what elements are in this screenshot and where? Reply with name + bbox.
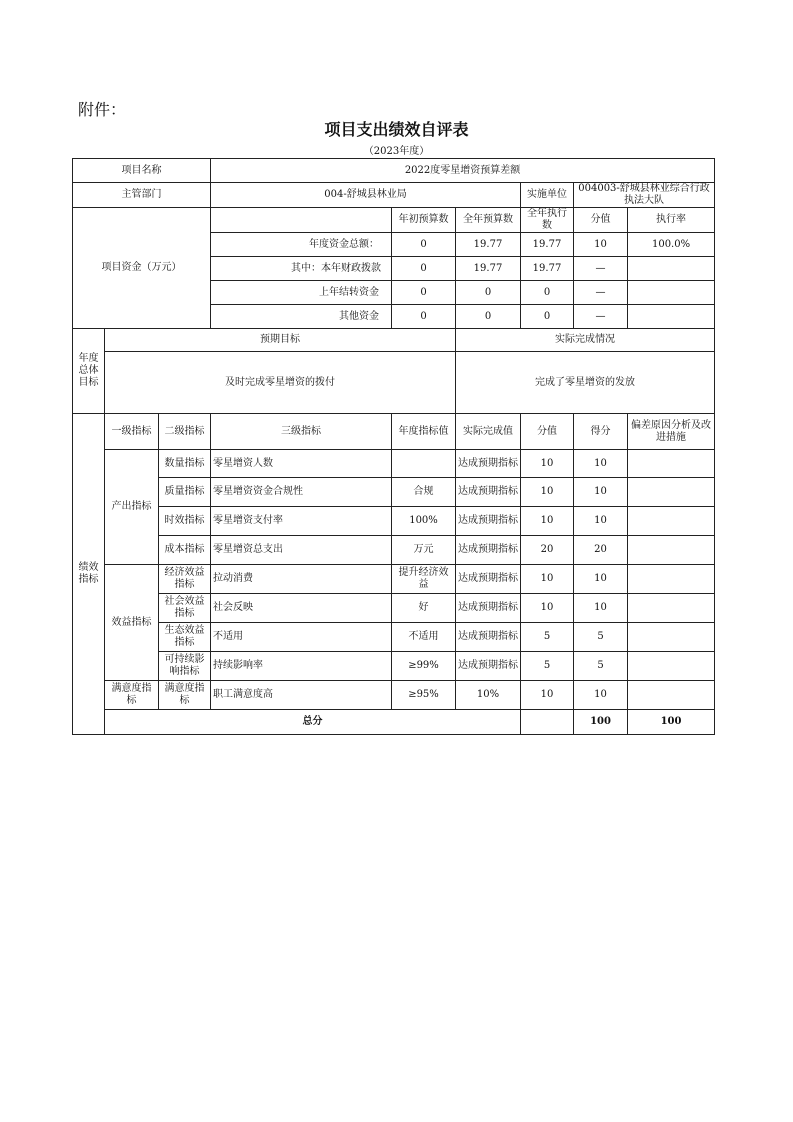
actual-value: 10% [456, 681, 521, 710]
deviation-note [628, 565, 715, 594]
deviation-note [628, 594, 715, 623]
funds-header: 分值 [574, 208, 628, 233]
funds-cell: 19.77 [521, 257, 574, 281]
got-value: 10 [574, 507, 628, 536]
indicator-row [73, 623, 715, 652]
indicator-row [73, 681, 715, 710]
level1-satisfaction: 满意度指标 [105, 681, 159, 710]
got-value: 10 [574, 450, 628, 478]
level2-indicator: 成本指标 [159, 536, 211, 565]
actual-value: 达成预期指标 [456, 450, 521, 478]
score-value: 10 [521, 681, 574, 710]
indicator-row [73, 450, 715, 478]
actual-value: 达成预期指标 [456, 478, 521, 507]
got-value: 10 [574, 478, 628, 507]
level3-indicator: 零星增资资金合规性 [211, 478, 392, 507]
level3-indicator: 零星增资总支出 [211, 536, 392, 565]
got-value: 10 [574, 681, 628, 710]
got-value: 20 [574, 536, 628, 565]
indicator-row [73, 478, 715, 507]
target-value: 不适用 [392, 623, 456, 652]
total-score: 100 [574, 710, 628, 735]
funds-cell: — [574, 305, 628, 329]
annual-goal-label: 年度总体目标 [73, 329, 105, 414]
actual-value: 达成预期指标 [456, 565, 521, 594]
level3-indicator: 职工满意度高 [211, 681, 392, 710]
perf-header: 一级指标 [105, 414, 159, 450]
total-blank [521, 710, 574, 735]
expected-goal-text: 及时完成零星增资的拨付 [105, 352, 456, 414]
deviation-note [628, 681, 715, 710]
perf-header: 三级指标 [211, 414, 392, 450]
level2-indicator: 时效指标 [159, 507, 211, 536]
indicator-row [73, 652, 715, 681]
got-value: 5 [574, 623, 628, 652]
level3-indicator: 拉动消费 [211, 565, 392, 594]
expected-goal-label: 预期目标 [105, 329, 456, 352]
perf-header: 分值 [521, 414, 574, 450]
funds-header-blank [211, 208, 392, 233]
indicator-row [73, 594, 715, 623]
actual-value: 达成预期指标 [456, 536, 521, 565]
page-title: 项目支出绩效自评表 [324, 120, 469, 139]
funds-cell: — [574, 281, 628, 305]
target-value: ≥95% [392, 681, 456, 710]
funds-row-label: 其中：本年财政拨款 [211, 257, 392, 281]
level1-output: 产出指标 [105, 450, 159, 565]
dept-value: 004-舒城县林业局 [211, 183, 521, 208]
funds-cell: 10 [574, 233, 628, 257]
perf-header: 实际完成值 [456, 414, 521, 450]
got-value: 10 [574, 565, 628, 594]
funds-cell [628, 305, 715, 329]
level3-indicator: 持续影响率 [211, 652, 392, 681]
total-label: 总分 [105, 710, 521, 735]
target-value: 提升经济效益 [392, 565, 456, 594]
deviation-note [628, 478, 715, 507]
funds-cell: 0 [456, 305, 521, 329]
level2-indicator: 社会效益指标 [159, 594, 211, 623]
funds-cell: 0 [392, 281, 456, 305]
score-value: 10 [521, 478, 574, 507]
perf-header: 年度指标值 [392, 414, 456, 450]
actual-value: 达成预期指标 [456, 652, 521, 681]
target-value: 100% [392, 507, 456, 536]
funds-cell: 19.77 [521, 233, 574, 257]
perf-header: 二级指标 [159, 414, 211, 450]
unit-label: 实施单位 [521, 183, 574, 208]
actual-result-label: 实际完成情况 [456, 329, 715, 352]
target-value: 合规 [392, 478, 456, 507]
score-value: 5 [521, 652, 574, 681]
indicator-row [73, 565, 715, 594]
actual-result-text: 完成了零星增资的发放 [456, 352, 715, 414]
indicator-row [73, 507, 715, 536]
report-year: （2023年度） [363, 146, 430, 157]
funds-cell: 0 [456, 281, 521, 305]
funds-row-label: 年度资金总额： [211, 233, 392, 257]
score-value: 5 [521, 623, 574, 652]
target-value: 好 [392, 594, 456, 623]
deviation-note [628, 507, 715, 536]
perf-header: 偏差原因分析及改进措施 [628, 414, 715, 450]
target-value: ≥99% [392, 652, 456, 681]
attachment-label: 附件： [78, 100, 127, 119]
level2-indicator: 质量指标 [159, 478, 211, 507]
level2-indicator: 可持续影响指标 [159, 652, 211, 681]
target-value: 万元 [392, 536, 456, 565]
deviation-note [628, 652, 715, 681]
indicator-row [73, 536, 715, 565]
funds-header: 执行率 [628, 208, 715, 233]
funds-cell: 0 [392, 305, 456, 329]
deviation-note [628, 536, 715, 565]
score-value: 10 [521, 507, 574, 536]
level2-indicator: 经济效益指标 [159, 565, 211, 594]
score-value: 10 [521, 565, 574, 594]
funds-cell: 0 [392, 233, 456, 257]
target-value [392, 450, 456, 478]
funds-header: 全年预算数 [456, 208, 521, 233]
level3-indicator: 零星增资人数 [211, 450, 392, 478]
perf-header: 得分 [574, 414, 628, 450]
deviation-note [628, 623, 715, 652]
funds-row-label: 上年结转资金 [211, 281, 392, 305]
total-got: 100 [628, 710, 715, 735]
actual-value: 达成预期指标 [456, 507, 521, 536]
funds-cell: 0 [521, 281, 574, 305]
got-value: 5 [574, 652, 628, 681]
level1-benefit: 效益指标 [105, 565, 159, 681]
funds-cell: 19.77 [456, 233, 521, 257]
score-value: 10 [521, 450, 574, 478]
funds-cell [628, 257, 715, 281]
funds-label: 项目资金（万元） [73, 208, 211, 329]
funds-cell: 19.77 [456, 257, 521, 281]
level3-indicator: 不适用 [211, 623, 392, 652]
perf-indicator-label: 绩效指标 [73, 414, 105, 735]
funds-header: 年初预算数 [392, 208, 456, 233]
level3-indicator: 社会反映 [211, 594, 392, 623]
funds-cell: — [574, 257, 628, 281]
project-name-value: 2022度零星增资预算差额 [211, 159, 715, 183]
dept-label: 主管部门 [73, 183, 211, 208]
deviation-note [628, 450, 715, 478]
funds-header: 全年执行数 [521, 208, 574, 233]
funds-cell: 0 [392, 257, 456, 281]
got-value: 10 [574, 594, 628, 623]
funds-row-label: 其他资金 [211, 305, 392, 329]
level2-indicator: 满意度指标 [159, 681, 211, 710]
actual-value: 达成预期指标 [456, 623, 521, 652]
funds-cell: 100.0% [628, 233, 715, 257]
score-value: 10 [521, 594, 574, 623]
actual-value: 达成预期指标 [456, 594, 521, 623]
unit-value: 004003-舒城县林业综合行政执法大队 [574, 183, 715, 208]
score-value: 20 [521, 536, 574, 565]
funds-cell [628, 281, 715, 305]
level3-indicator: 零星增资支付率 [211, 507, 392, 536]
level2-indicator: 生态效益指标 [159, 623, 211, 652]
project-name-label: 项目名称 [73, 159, 211, 183]
level2-indicator: 数量指标 [159, 450, 211, 478]
self-evaluation-table [72, 158, 715, 735]
funds-cell: 0 [521, 305, 574, 329]
